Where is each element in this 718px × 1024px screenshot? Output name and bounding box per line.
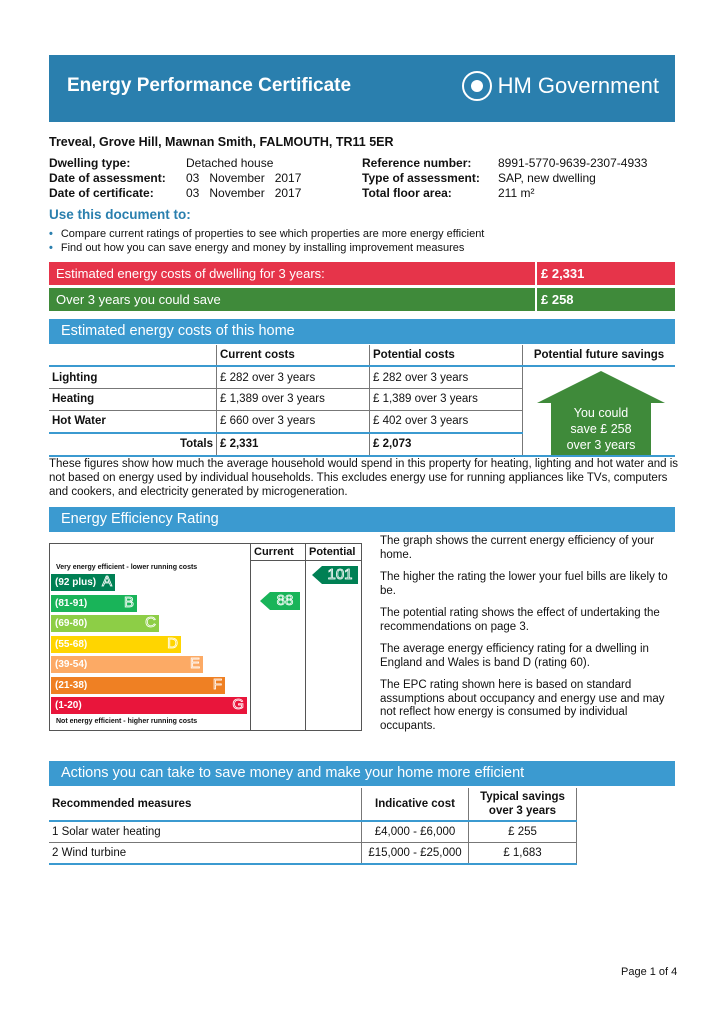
cost-row-name: Heating (49, 389, 217, 411)
detail-row (362, 156, 682, 171)
detail-value: SAP, new dwelling (498, 171, 596, 185)
could-save-value: £ 258 (541, 292, 574, 307)
rating-band-d (51, 636, 181, 653)
hm-government-logo (462, 71, 659, 101)
detail-value: 8991-5770-9639-2307-4933 (498, 156, 648, 170)
could-save-bar (49, 288, 675, 311)
detail-label: Type of assessment: (362, 171, 480, 185)
measure-name: 1 Solar water heating (49, 821, 362, 843)
measure-cost: £4,000 - £6,000 (362, 821, 469, 843)
column-header: Recommended measures (49, 788, 362, 821)
could-save-label: Over 3 years you could save (56, 292, 221, 307)
bullet-icon: • (49, 242, 53, 254)
rating-band-letter: D (167, 634, 178, 652)
use-document-title: Use this document to: (49, 207, 191, 222)
costs-section-heading: Estimated energy costs of this home (49, 319, 675, 344)
detail-row (49, 156, 274, 171)
recommendations-table (49, 788, 577, 865)
detail-label: Dwelling type: (49, 156, 131, 170)
table-header-row (49, 345, 675, 366)
rating-band-range: (69-80) (55, 618, 88, 629)
totals-current: £ 2,331 (217, 433, 370, 456)
table-row (49, 843, 577, 865)
rating-band-letter: C (145, 614, 156, 631)
measure-name: 2 Wind turbine (49, 843, 362, 865)
details-right (362, 156, 682, 201)
totals-potential: £ 2,073 (370, 433, 523, 456)
costs-note: These figures show how much the average household would spend in this property for heating, lighting and hot water and is not based on energy used by individual households. This excludes energy use for running appliances like TVs, computers and cookers, and electricity generated by microgeneration. (49, 458, 679, 498)
rating-band-range: (1-20) (55, 700, 82, 711)
rating-band-a (51, 574, 115, 591)
measure-saving: £ 1,683 (469, 843, 577, 865)
cost-potential: £ 282 over 3 years (370, 366, 523, 389)
savings-line-3: over 3 years (566, 438, 636, 452)
rating-band-letter: F (212, 675, 222, 693)
rating-band-range: (92 plus) (55, 577, 97, 588)
estimated-cost-bar (49, 262, 675, 285)
rating-band-range: (39-54) (55, 659, 88, 670)
column-header: Indicative cost (362, 788, 469, 821)
government-name: HM Government (497, 73, 659, 98)
rating-section-heading: Energy Efficiency Rating (49, 507, 675, 532)
column-header: Current costs (217, 345, 370, 366)
list-item: • Find out how you can save energy and money by installing improvement measures (49, 242, 465, 254)
rating-band-b (51, 595, 137, 612)
detail-row (362, 186, 682, 201)
cost-current: £ 1,389 over 3 years (217, 389, 370, 411)
potential-rating-value: 101 (322, 566, 358, 584)
current-rating-value: 88 (270, 592, 300, 610)
detail-label: Total floor area: (362, 186, 452, 200)
detail-label: Date of assessment: (49, 171, 166, 185)
rating-band-range: (81-91) (55, 597, 88, 609)
detail-row (49, 171, 302, 186)
estimated-cost-value: £ 2,331 (541, 266, 585, 281)
table-row (49, 821, 577, 843)
cost-current: £ 660 over 3 years (217, 410, 370, 433)
detail-row (49, 186, 302, 201)
rating-band-f (51, 677, 225, 694)
cost-potential: £ 402 over 3 years (370, 410, 523, 433)
property-address: Treveal, Grove Hill, Mawnan Smith, FALMOUTH, TR11 5ER (49, 135, 394, 149)
efficient-label: Very energy efficient - lower running costs (56, 564, 198, 571)
totals-label: Totals (49, 433, 217, 456)
rating-band-e (51, 656, 203, 673)
rating-band-letter: E (189, 655, 200, 672)
rating-paragraph: The higher the rating the lower your fuel bills are likely to be. (380, 571, 668, 597)
detail-value: 03 November 2017 (186, 171, 302, 185)
column-header: Typical savings over 3 years (469, 788, 577, 821)
royal-crest-icon (462, 71, 492, 101)
savings-house-icon (537, 371, 665, 455)
detail-value: Detached house (186, 156, 274, 170)
detail-row (362, 171, 682, 186)
rating-band-letter: G (232, 696, 244, 713)
table-header-row (49, 788, 577, 821)
rating-chart (49, 543, 362, 731)
rating-band-range: (21-38) (55, 679, 88, 691)
rating-band-range: (55-68) (55, 638, 88, 650)
cost-row-name: Lighting (49, 366, 217, 389)
details-left (49, 156, 302, 201)
list-item: • Compare current ratings of properties to see which properties are more energy efficient (49, 228, 485, 240)
rating-band-c (51, 615, 159, 632)
savings-line-2: save £ 258 (570, 422, 632, 436)
rating-paragraph: The average energy efficiency rating for a dwelling in England and Wales is band D (rating 60). (380, 643, 649, 669)
rating-paragraph: The potential rating shows the effect of undertaking the recommendations on page 3. (380, 607, 660, 633)
page-number: Page 1 of 4 (621, 966, 678, 978)
rating-band-letter: B (123, 593, 134, 611)
measure-cost: £15,000 - £25,000 (362, 843, 469, 865)
potential-column-header: Potential (309, 546, 356, 558)
cost-row-name: Hot Water (49, 410, 217, 433)
future-savings-cell (523, 366, 676, 456)
rating-band-letter: A (101, 573, 112, 590)
rating-explanation (380, 535, 676, 733)
current-column-header: Current (254, 546, 294, 558)
inefficient-label: Not energy efficient - higher running costs (56, 718, 198, 725)
certificate-header (49, 55, 675, 122)
rating-paragraph: The graph shows the current energy efficiency of your home. (380, 535, 655, 561)
column-header: Potential costs (370, 345, 523, 366)
cost-current: £ 282 over 3 years (217, 366, 370, 389)
cost-potential: £ 1,389 over 3 years (370, 389, 523, 411)
measure-saving: £ 255 (469, 821, 577, 843)
detail-value: 03 November 2017 (186, 186, 302, 200)
actions-section-heading: Actions you can take to save money and make your home more efficient (49, 761, 675, 786)
detail-label: Reference number: (362, 156, 472, 170)
table-row (49, 366, 675, 389)
costs-table (49, 345, 675, 457)
estimated-cost-label: Estimated energy costs of dwelling for 3 years: (56, 266, 325, 281)
column-header: Potential future savings (523, 345, 676, 366)
detail-value: 211 m² (498, 186, 535, 200)
current-rating-arrow (260, 592, 300, 610)
bullet-icon: • (49, 228, 53, 240)
detail-label: Date of certificate: (49, 186, 154, 200)
rating-band-g (51, 697, 247, 714)
savings-line-1: You could (573, 406, 629, 420)
rating-paragraph: The EPC rating shown here is based on standard assumptions about occupancy and energy use and may not reflect how energy is consumed by individual occupants. (380, 679, 665, 732)
potential-rating-arrow (312, 566, 358, 584)
certificate-title: Energy Performance Certificate (67, 75, 352, 96)
